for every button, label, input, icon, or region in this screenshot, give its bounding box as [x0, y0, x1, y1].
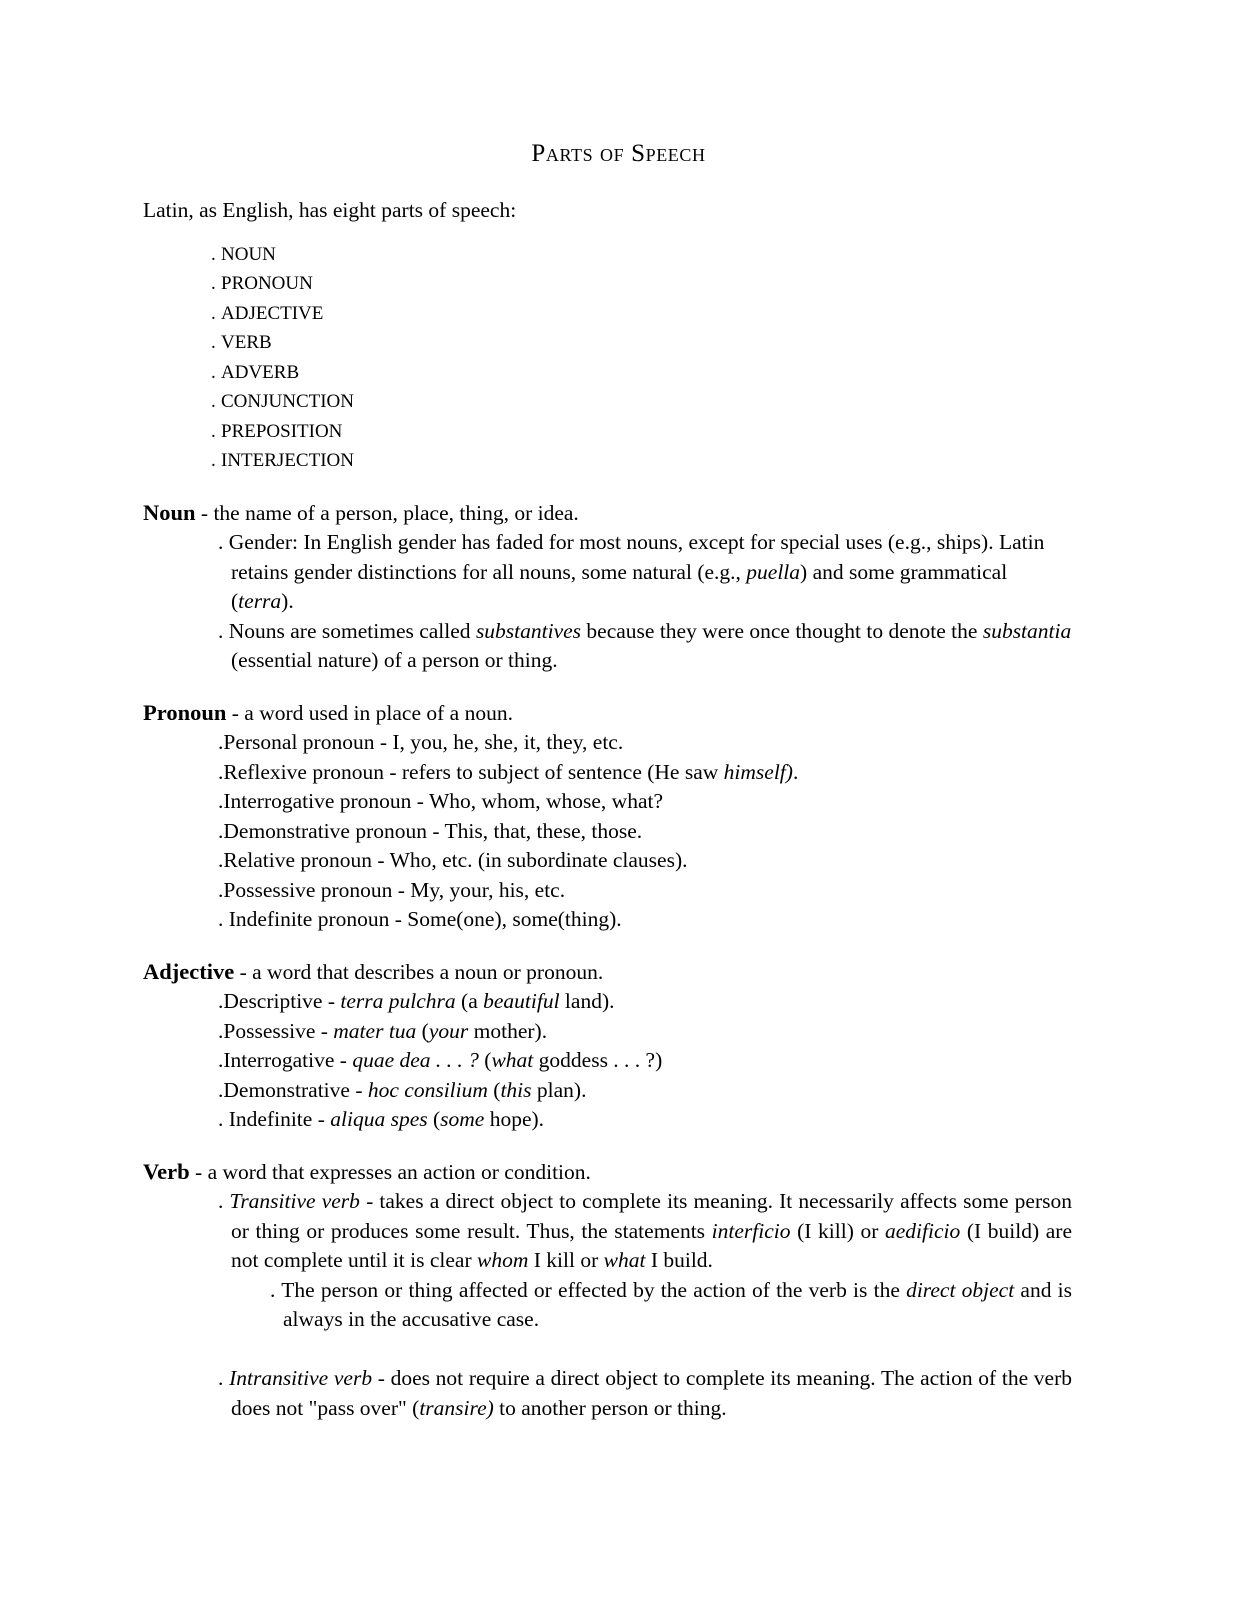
bullet-item — [218, 787, 1072, 817]
intro-paragraph: Latin, as English, has eight parts of speech: — [143, 198, 517, 222]
bullet-item — [270, 1276, 1072, 1335]
text-run: . Gender: In English gender has faded for most nouns, except for special uses (e.g., ships). Latin retains gender distinctions for all nouns, some natural (e.g., — [218, 530, 1045, 584]
bullet-icon: . — [211, 450, 216, 471]
bullet-item — [218, 987, 1072, 1017]
text-run: .Interrogative pronoun - Who, whom, whose, what? — [218, 789, 664, 813]
italic-run: quae dea . . . ? — [352, 1048, 479, 1072]
text-run: ( — [427, 1107, 441, 1131]
italic-run: interficio — [711, 1218, 791, 1243]
list-item-label: ADJECTIVE — [221, 302, 324, 324]
section-heading — [143, 957, 1072, 988]
italic-run: aliqua spes — [330, 1107, 428, 1131]
text-run: . Indefinite - — [218, 1107, 331, 1131]
list-item-label: CONJUNCTION — [221, 391, 354, 412]
italic-run: hoc consilium — [367, 1077, 488, 1102]
section-term: Adjective — [143, 958, 235, 984]
list-item — [211, 299, 1072, 329]
bullet-item — [218, 1105, 1072, 1135]
text-run: (essential nature) of a person or thing. — [231, 648, 558, 672]
text-run: and is always in the accusative case. — [283, 1277, 1072, 1331]
bullet-item — [218, 617, 1072, 676]
text-run: .Possessive - — [218, 1018, 334, 1043]
list-item-label: INTERJECTION — [221, 450, 354, 471]
bullet-item — [218, 876, 1072, 906]
list-item — [211, 387, 1072, 417]
list-item — [211, 240, 1072, 270]
bullet-item — [218, 528, 1072, 617]
section-gloss: - a word that describes a noun or pronoun. — [234, 959, 604, 984]
italic-run: substantives — [475, 618, 582, 643]
list-item — [211, 358, 1072, 388]
list-item-label: VERB — [221, 332, 272, 353]
bullet-item — [218, 1046, 1072, 1076]
bullet-icon: . — [211, 243, 216, 265]
bullet-icon: . — [211, 302, 216, 324]
list-item — [211, 417, 1072, 447]
bullet-icon: . — [211, 420, 216, 442]
text-run: ( — [487, 1077, 501, 1102]
text-run: .Personal pronoun - I, you, he, she, it, they, etc. — [218, 730, 624, 754]
italic-run: Intransitive verb — [229, 1366, 373, 1390]
text-run: I build. — [645, 1248, 713, 1272]
section-adjective — [143, 957, 1072, 1135]
bullet-icon: . — [211, 391, 216, 412]
text-run: .Descriptive - — [218, 989, 341, 1013]
text-run: - takes a direct object to complete its meaning. It necessarily affects some person or thing or produces some result. Thus, the statements — [231, 1189, 1073, 1243]
text-run: . — [218, 1189, 230, 1213]
italic-run: terra — [238, 589, 282, 613]
text-run: . — [218, 1366, 230, 1390]
italic-run: whom — [477, 1248, 529, 1272]
text-run: .Interrogative - — [218, 1048, 353, 1072]
bullet-icon: . — [211, 273, 216, 294]
bullet-item — [218, 1364, 1072, 1423]
italic-run: direct object — [906, 1277, 1015, 1302]
list-item — [211, 446, 1072, 476]
section-pronoun — [143, 698, 1072, 935]
italic-run: aedificio — [885, 1218, 961, 1243]
section-term: Verb — [143, 1158, 190, 1184]
italic-run: this — [500, 1077, 532, 1102]
bullet-item — [218, 758, 1072, 788]
italic-run: puella — [746, 559, 801, 584]
italic-run: terra pulchra — [340, 989, 456, 1013]
text-run: .Demonstrative pronoun - This, that, these, those. — [218, 818, 643, 843]
bullet-item — [218, 1076, 1072, 1106]
italic-run: what — [603, 1248, 646, 1272]
text-run: .Demonstrative - — [218, 1077, 368, 1102]
text-run: (I build) are not complete until it is clear — [231, 1218, 1073, 1272]
sections-container — [143, 498, 1072, 1424]
section-gloss: - the name of a person, place, thing, or idea. — [195, 500, 579, 525]
section-verb — [143, 1157, 1072, 1424]
bullet-item — [218, 905, 1072, 935]
text-run: I kill or — [528, 1248, 604, 1272]
section-heading — [143, 698, 1072, 729]
section-heading — [143, 498, 1072, 529]
text-run: goddess . . . ?) — [533, 1048, 663, 1072]
bullet-item — [218, 1017, 1072, 1047]
italic-run: what — [491, 1048, 534, 1072]
list-item-label: NOUN — [221, 243, 276, 265]
bullet-item — [218, 728, 1072, 758]
list-item — [211, 328, 1072, 358]
text-run: land). — [559, 989, 615, 1013]
text-run: .Relative pronoun - Who, etc. (in subordinate clauses). — [218, 848, 688, 872]
section-gloss: - a word used in place of a noun. — [226, 700, 513, 725]
text-run: . Indefinite pronoun - Some(one), some(thing). — [218, 907, 622, 931]
italic-run: substantia — [982, 618, 1072, 643]
bullet-icon: . — [211, 361, 216, 383]
text-run: because they were once thought to denote the — [581, 618, 983, 643]
text-run: mother). — [468, 1018, 548, 1043]
page-title: Parts of Speech — [531, 140, 706, 167]
text-run: (a — [455, 989, 484, 1013]
bullet-icon: . — [211, 332, 216, 353]
text-run: . — [792, 759, 799, 784]
italic-run: himself) — [723, 759, 793, 784]
parts-of-speech-list — [143, 240, 1072, 476]
bullet-item — [218, 817, 1072, 847]
list-item-label: PRONOUN — [221, 273, 313, 294]
section-noun — [143, 498, 1072, 676]
section-heading — [143, 1157, 1072, 1188]
italic-run: Transitive verb — [229, 1189, 360, 1213]
text-run: ( — [478, 1048, 492, 1072]
section-term: Noun — [143, 499, 196, 525]
italic-run: mater tua — [333, 1018, 417, 1043]
text-run: to another person or thing. — [493, 1395, 727, 1420]
section-term: Pronoun — [143, 699, 227, 725]
text-run: (I kill) or — [790, 1218, 886, 1243]
list-item-label: ADVERB — [221, 361, 300, 383]
text-run: . The person or thing affected or effected by the action of the verb is the — [270, 1277, 907, 1302]
italic-run: transire) — [419, 1395, 494, 1420]
text-run: ( — [416, 1018, 429, 1043]
text-run: plan). — [531, 1077, 587, 1102]
text-run: . Nouns are sometimes called — [218, 618, 476, 643]
list-item — [211, 269, 1072, 299]
text-run: .Possessive pronoun - My, your, his, etc. — [218, 877, 566, 902]
document-body — [143, 196, 1072, 1423]
text-run: .Reflexive pronoun - refers to subject of sentence (He saw — [218, 759, 724, 784]
italic-run: your — [428, 1018, 469, 1043]
section-gloss: - a word that expresses an action or condition. — [189, 1159, 591, 1184]
list-item-label: PREPOSITION — [221, 420, 343, 442]
italic-run: beautiful — [483, 989, 560, 1013]
bullet-item — [218, 846, 1072, 876]
text-run: ) and some grammatical ( — [231, 559, 1008, 613]
italic-run: some — [440, 1107, 485, 1131]
text-run: hope). — [484, 1107, 545, 1131]
blank-line — [143, 1335, 1072, 1365]
bullet-item — [218, 1187, 1072, 1276]
text-run: - does not require a direct object to complete its meaning. The action of the verb does not "pass over" ( — [231, 1366, 1073, 1420]
text-run: ). — [281, 589, 294, 613]
